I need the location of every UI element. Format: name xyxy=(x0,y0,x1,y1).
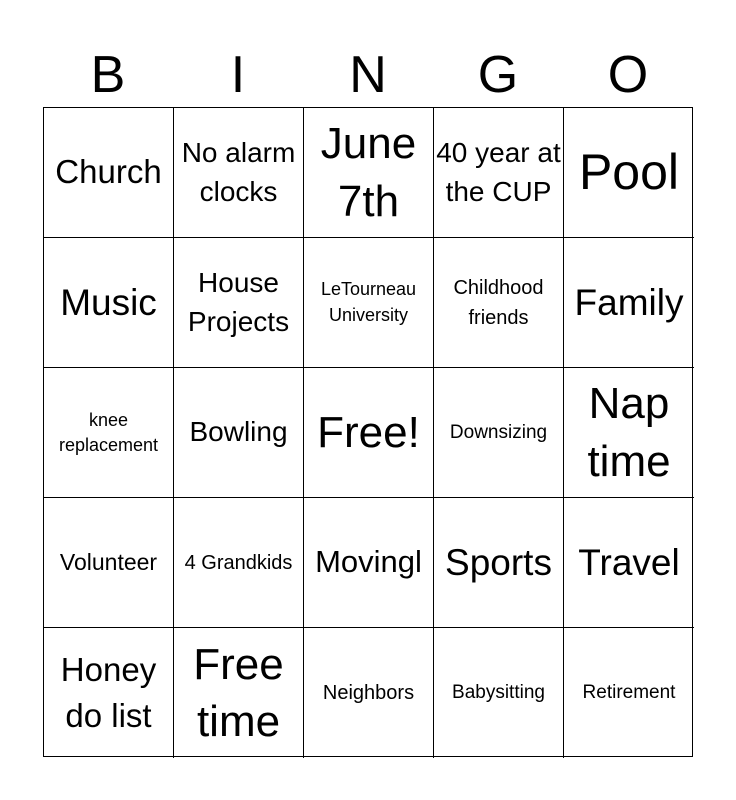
cell-label: Travel xyxy=(578,541,680,583)
bingo-cell[interactable] xyxy=(174,628,304,758)
header-letter-o: O xyxy=(607,46,649,104)
cell-label: Bowling xyxy=(189,416,288,448)
bingo-cell[interactable] xyxy=(434,238,564,368)
bingo-header xyxy=(43,40,693,110)
cell-label: knee replacement xyxy=(58,410,159,455)
bingo-cell[interactable] xyxy=(44,498,174,628)
bingo-cell[interactable] xyxy=(44,238,174,368)
cell-label: Movingl xyxy=(315,544,422,580)
header-letter-b: B xyxy=(90,46,126,104)
cell-label: No alarm clocks xyxy=(181,136,296,207)
bingo-grid xyxy=(43,107,693,757)
cell-label: Babysitting xyxy=(452,682,545,704)
cell-label: Music xyxy=(60,281,157,323)
bingo-cell[interactable] xyxy=(564,498,694,628)
bingo-cell[interactable] xyxy=(564,238,694,368)
cell-label: 4 Grandkids xyxy=(184,551,293,574)
bingo-cell[interactable] xyxy=(564,108,694,238)
header-letter-i: I xyxy=(230,46,246,104)
bingo-cell[interactable] xyxy=(434,628,564,758)
bingo-cell[interactable] xyxy=(174,108,304,238)
cell-label: LeTourneau University xyxy=(320,279,417,325)
cell-label: Retirement xyxy=(582,682,676,704)
bingo-cell[interactable] xyxy=(434,368,564,498)
cell-label: Childhood friends xyxy=(453,276,544,329)
bingo-cell[interactable] xyxy=(304,628,434,758)
cell-label: Family xyxy=(574,281,684,323)
cell-label: 40 year at the CUP xyxy=(436,136,561,207)
header-letter-g: G xyxy=(477,46,519,104)
cell-label: June 7th xyxy=(320,119,417,226)
cell-label: Church xyxy=(55,153,162,191)
cell-label: Nap time xyxy=(587,379,671,486)
cell-label: Volunteer xyxy=(59,548,158,575)
cell-label: Downsizing xyxy=(449,421,548,443)
cell-label: Sports xyxy=(445,541,552,583)
bingo-cell[interactable] xyxy=(44,368,174,498)
bingo-cell[interactable] xyxy=(434,108,564,238)
cell-label: Free time xyxy=(193,639,284,746)
free-space-cell[interactable] xyxy=(304,368,434,498)
bingo-cell[interactable] xyxy=(434,498,564,628)
bingo-cell[interactable] xyxy=(44,108,174,238)
bingo-cell[interactable] xyxy=(174,368,304,498)
cell-label: Neighbors xyxy=(322,682,415,704)
bingo-cell[interactable] xyxy=(564,628,694,758)
bingo-cell[interactable] xyxy=(174,498,304,628)
cell-label: Pool xyxy=(578,143,680,200)
bingo-cell[interactable] xyxy=(304,108,434,238)
bingo-cell[interactable] xyxy=(44,628,174,758)
bingo-cell[interactable] xyxy=(304,238,434,368)
cell-label: House Projects xyxy=(187,266,290,337)
bingo-cell[interactable] xyxy=(564,368,694,498)
cell-label: Free! xyxy=(317,407,420,457)
cell-label: Honey do list xyxy=(60,651,157,734)
bingo-cell[interactable] xyxy=(304,498,434,628)
bingo-cell[interactable] xyxy=(174,238,304,368)
header-letter-n: N xyxy=(349,46,387,104)
